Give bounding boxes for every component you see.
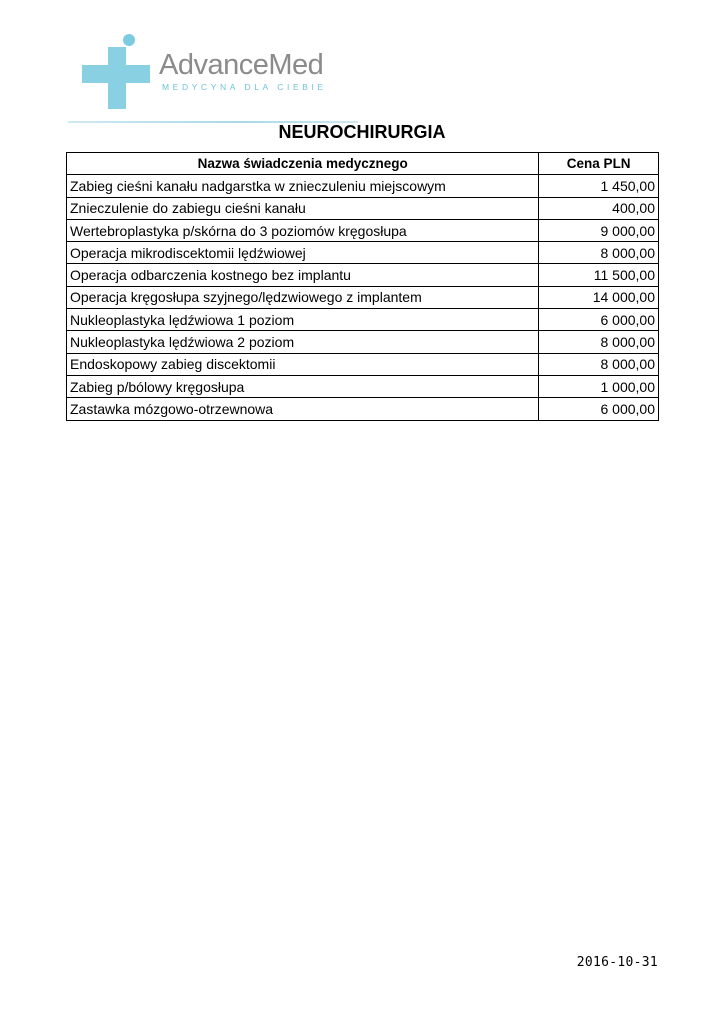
service-price: 8 000,00: [539, 353, 659, 375]
table-row: [67, 219, 659, 241]
service-name: Wertebroplastyka p/skórna do 3 poziomów kręgosłupa: [67, 219, 539, 241]
logo-tagline: MEDYCYNA DLA CIEBIE: [162, 82, 327, 92]
service-name: Operacja mikrodiscektomii lędźwiowej: [67, 242, 539, 264]
service-price: 1 000,00: [539, 375, 659, 397]
table-row: [67, 398, 659, 420]
service-name: Operacja odbarczenia kostnego bez implantu: [67, 264, 539, 286]
price-table: [66, 152, 659, 421]
service-name: Zastawka mózgowo-otrzewnowa: [67, 398, 539, 420]
service-price: 8 000,00: [539, 242, 659, 264]
service-price: 1 450,00: [539, 175, 659, 197]
table-row: [67, 175, 659, 197]
service-name: Nukleoplastyka lędźwiowa 1 poziom: [67, 309, 539, 331]
page-title: NEUROCHIRURGIA: [278, 122, 446, 142]
service-price: 14 000,00: [539, 286, 659, 308]
table-row: [67, 286, 659, 308]
table-row: [67, 309, 659, 331]
service-name: Operacja kręgosłupa szyjnego/lędzwiowego z implantem: [67, 286, 539, 308]
medical-cross-icon: [78, 33, 158, 113]
advancemed-logo: [78, 33, 328, 113]
service-name: Endoskopowy zabieg discektomii: [67, 353, 539, 375]
service-name: Zabieg cieśni kanału nadgarstka w znieczuleniu miejscowym: [67, 175, 539, 197]
table-header-row: [67, 153, 659, 175]
table-row: [67, 197, 659, 219]
table-row: [67, 353, 659, 375]
service-price: 6 000,00: [539, 309, 659, 331]
service-price: 6 000,00: [539, 398, 659, 420]
service-name: Nukleoplastyka lędźwiowa 2 poziom: [67, 331, 539, 353]
service-price: 9 000,00: [539, 219, 659, 241]
logo-name: AdvanceMed: [159, 49, 324, 81]
table-row: [67, 331, 659, 353]
service-name: Znieczulenie do zabiegu cieśni kanału: [67, 197, 539, 219]
column-header-name: Nazwa świadczenia medycznego: [67, 153, 539, 175]
service-price: 400,00: [539, 197, 659, 219]
table-row: [67, 242, 659, 264]
column-header-price: Cena PLN: [539, 153, 659, 175]
service-name: Zabieg p/bólowy kręgosłupa: [67, 375, 539, 397]
document-date: 2016-10-31: [576, 955, 658, 970]
service-price: 11 500,00: [539, 264, 659, 286]
service-price: 8 000,00: [539, 331, 659, 353]
table-row: [67, 375, 659, 397]
table-row: [67, 264, 659, 286]
